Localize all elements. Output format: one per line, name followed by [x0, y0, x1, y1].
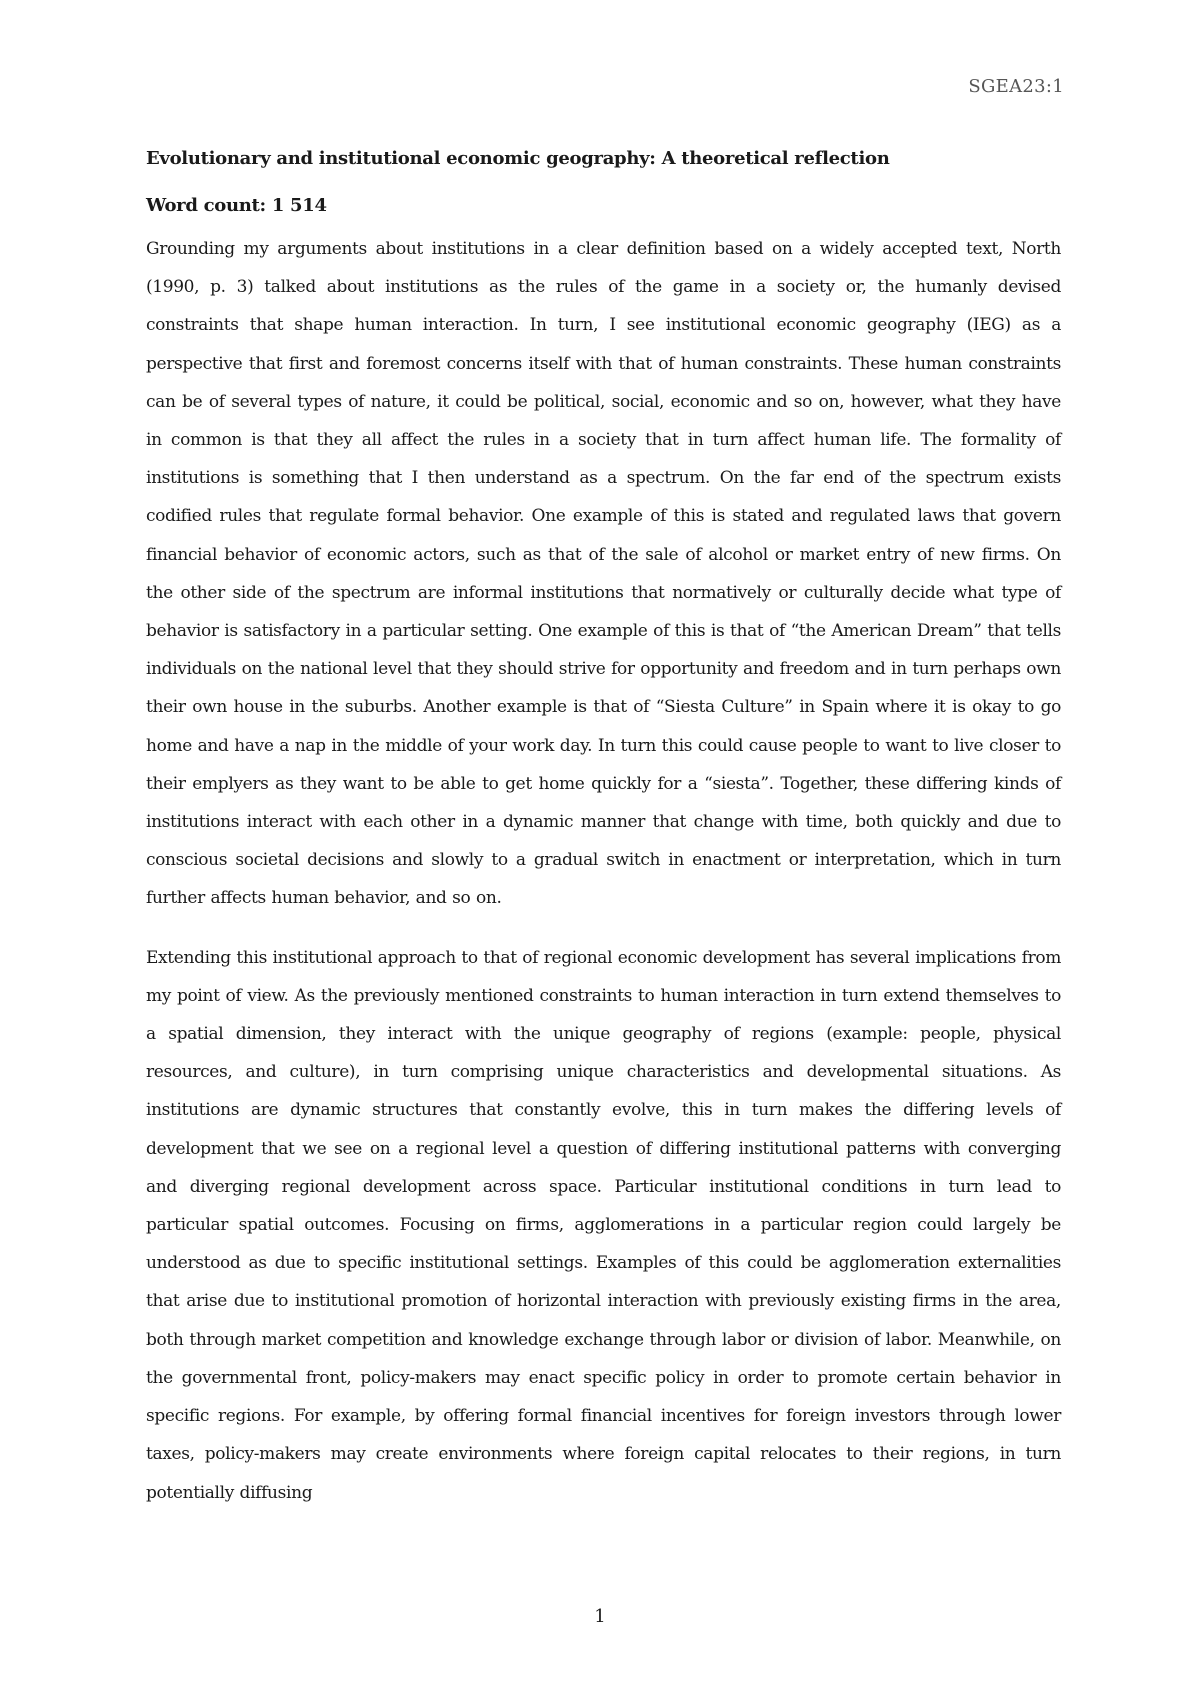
paragraph-1: Grounding my arguments about institutions in a clear definition based on a widely accepted text, North (1990, p. 3) talked about institutions as the rules of the game in a society or, the humanly devised constraints that shape human interaction. In turn, I see institutional economic geography (IEG) as a perspective that first and foremost concerns itself with that of human constraints. These human constraints can be of several types of nature, it could be political, social, economic and so on, however, what they have in common is that they all affect the rules in a society that in turn affect human life. The formality of institutions is something that I then understand as a spectrum. On the far end of the spectrum exists codified rules that regulate formal behavior. One example of this is stated and regulated laws that govern financial behavior of economic actors, such as that of the sale of alcohol or market entry of new firms. On the other side of the spectrum are informal institutions that normatively or culturally decide what type of behavior is satisfactory in a particular setting. One example of this is that of “the American Dream” that tells individuals on the national level that they should strive for opportunity and freedom and in turn perhaps own their own house in the suburbs. Another example is that of “Siesta Culture” in Spain where it is okay to go home and have a nap in the middle of your work day. In turn this could cause people to want to live closer to their emplyers as they want to be able to get home quickly for a “siesta”. Together, these differing kinds of institutions interact with each other in a dynamic manner that change with time, both quickly and due to conscious societal decisions and slowly to a gradual switch in enactment or interpretation, which in turn further affects human behavior, and so on.: [146, 239, 1061, 909]
document-title: Evolutionary and institutional economic geography: A theoretical reflection: [146, 148, 890, 169]
document-body: [146, 144, 1061, 1512]
word-count: Word count: 1 514: [146, 195, 327, 216]
paragraph-2: Extending this institutional approach to that of regional economic development has several implications from my point of view. As the previously mentioned constraints to human interaction in turn extend themselves to a spatial dimension, they interact with the unique geography of regions (example: people, physical resources, and culture), in turn comprising unique characteristics and developmental situations. As institutions are dynamic structures that constantly evolve, this in turn makes the differing levels of development that we see on a regional level a question of differing institutional patterns with converging and diverging regional development across space. Particular institutional conditions in turn lead to particular spatial outcomes. Focusing on firms, agglomerations in a particular region could largely be understood as due to specific institutional settings. Examples of this could be agglomeration externalities that arise due to institutional promotion of horizontal interaction with previously existing firms in the area, both through market competition and knowledge exchange through labor or division of labor. Meanwhile, on the governmental front, policy-makers may enact specific policy in order to promote certain behavior in specific regions. For example, by offering formal financial incentives for foreign investors through lower taxes, policy-makers may create environments where foreign capital relocates to their regions, in turn potentially diffusing: [146, 947, 1061, 1503]
header-course-code: SGEA23:1: [968, 76, 1064, 97]
page-number: 1: [594, 1606, 606, 1627]
